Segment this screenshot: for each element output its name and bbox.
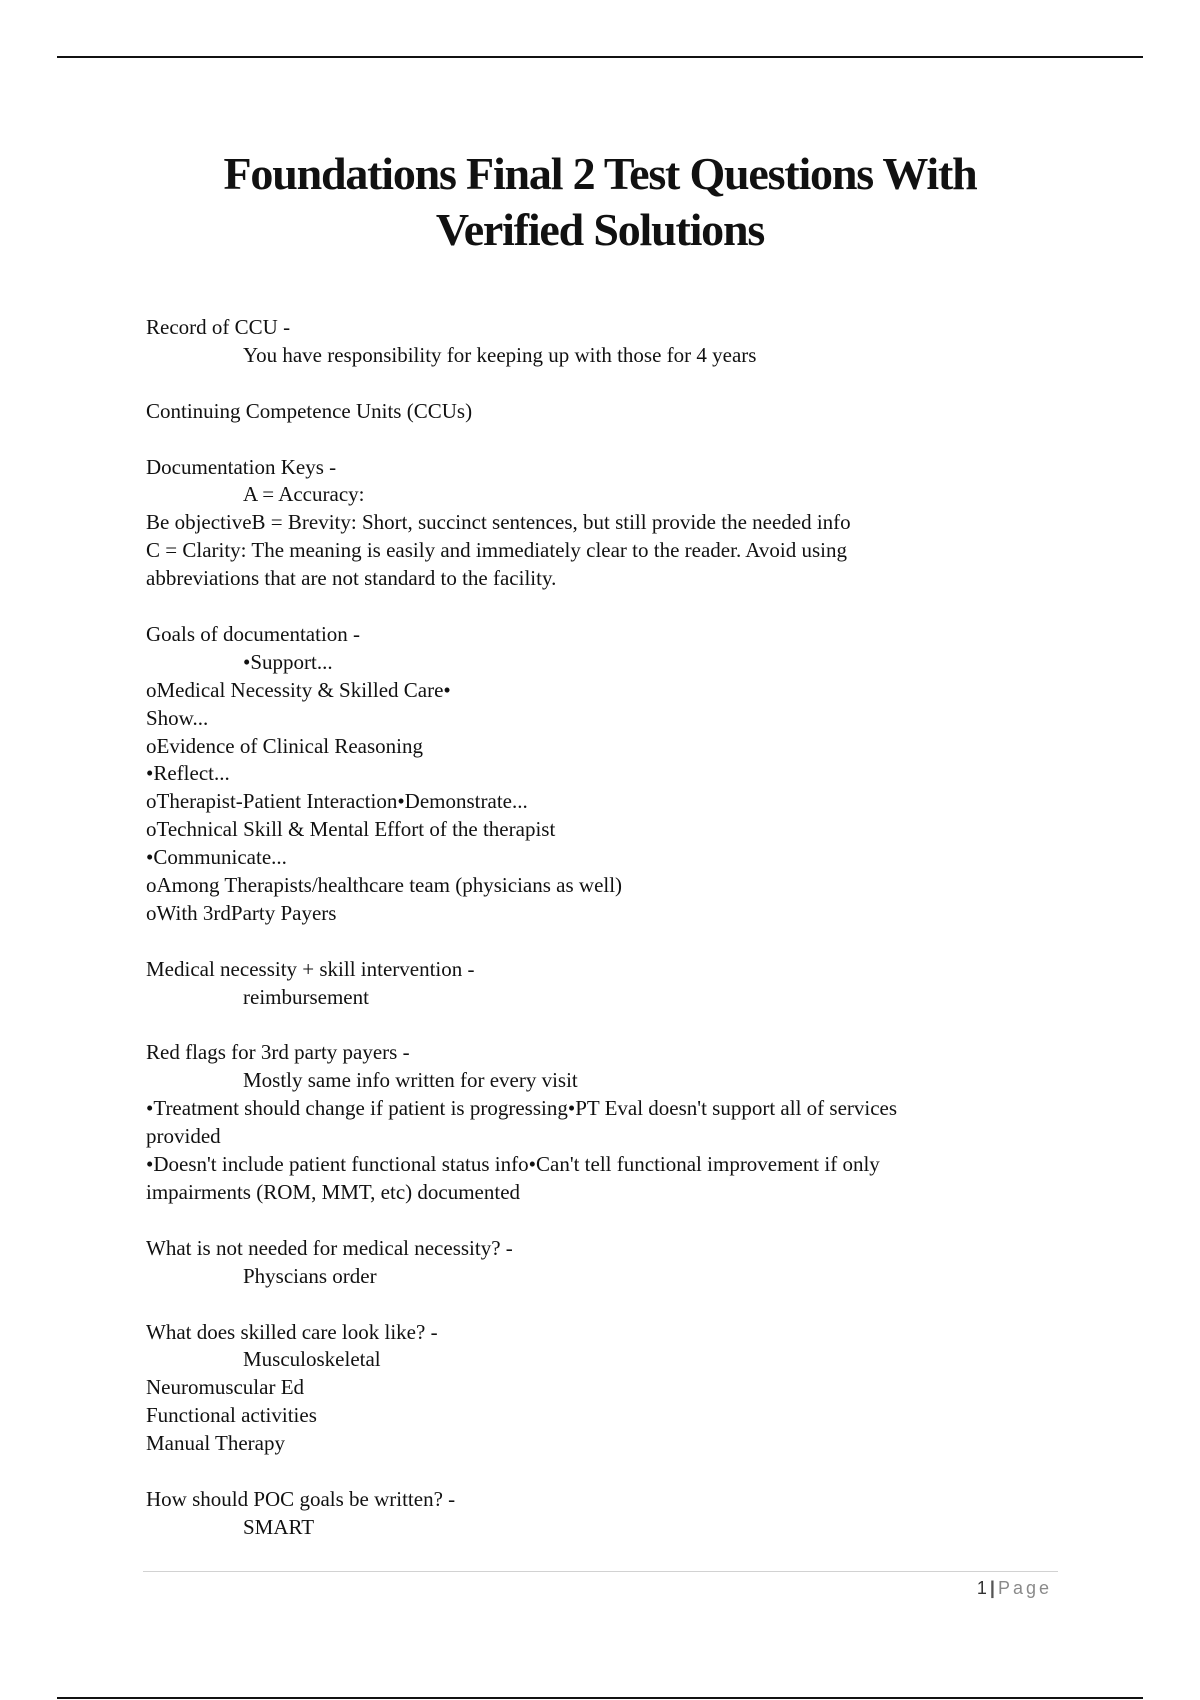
answer-line: Neuromuscular Ed xyxy=(146,1375,305,1400)
answer-line: abbreviations that are not standard to the facility. xyxy=(146,566,557,591)
answer-text: Musculoskeletal xyxy=(243,1347,381,1372)
qa-entry xyxy=(146,1235,1046,1291)
answer-line: Manual Therapy xyxy=(146,1431,285,1456)
answer-line: Show... xyxy=(146,705,209,730)
answer-line: oEvidence of Clinical Reasoning xyxy=(146,733,424,758)
question-text: Documentation Keys - xyxy=(146,454,337,479)
answer-text: •Support... xyxy=(243,649,333,674)
question-text: Red flags for 3rd party payers - xyxy=(146,1040,410,1065)
title-line-2: Verified Solutions xyxy=(435,204,765,255)
qa-list xyxy=(146,314,1046,1570)
qa-entry xyxy=(146,621,1046,928)
question-text: Goals of documentation - xyxy=(146,621,361,646)
answer-line: impairments (ROM, MMT, etc) documented xyxy=(146,1180,521,1205)
answer-line: oTherapist-Patient Interaction•Demonstrate... xyxy=(146,789,528,814)
page-footer xyxy=(977,1578,1052,1599)
page-number: 1 xyxy=(976,1578,987,1598)
answer-line: •Reflect... xyxy=(146,761,230,786)
top-rule xyxy=(57,56,1143,58)
answer-text: You have responsibility for keeping up with those for 4 years xyxy=(243,342,757,367)
question-text: How should POC goals be written? - xyxy=(146,1486,456,1511)
qa-entry xyxy=(146,956,1046,1012)
answer-line: C = Clarity: The meaning is easily and immediately clear to the reader. Avoid using xyxy=(146,538,847,563)
question-text: What is not needed for medical necessity? - xyxy=(146,1235,513,1260)
qa-entry xyxy=(146,1486,1046,1542)
answer-line: oMedical Necessity & Skilled Care• xyxy=(146,677,451,702)
answer-line: oWith 3rdParty Payers xyxy=(146,900,337,925)
answer-line: oAmong Therapists/healthcare team (physicians as well) xyxy=(146,873,623,898)
qa-entry xyxy=(146,398,1046,426)
page-label: Page xyxy=(997,1578,1052,1598)
answer-line: oTechnical Skill & Mental Effort of the therapist xyxy=(146,817,556,842)
question-text: Record of CCU - xyxy=(146,315,291,339)
bottom-rule xyxy=(57,1697,1143,1699)
qa-entry xyxy=(146,1039,1046,1206)
answer-line: •Treatment should change if patient is progressing•PT Eval doesn't support all of services xyxy=(146,1096,898,1121)
page-separator: | xyxy=(989,1578,995,1598)
question-text: Medical necessity + skill intervention - xyxy=(146,956,475,981)
question-text: What does skilled care look like? - xyxy=(146,1319,438,1344)
answer-text: Physcians order xyxy=(243,1263,377,1288)
footer-rule xyxy=(143,1571,1058,1572)
qa-entry xyxy=(146,1319,1046,1459)
qa-entry xyxy=(146,314,1046,370)
answer-line: provided xyxy=(146,1124,221,1149)
answer-line: •Doesn't include patient functional status info•Can't tell functional improvement if only xyxy=(146,1152,880,1177)
qa-entry xyxy=(146,454,1046,594)
answer-line: •Communicate... xyxy=(146,845,287,870)
answer-text: SMART xyxy=(243,1514,315,1539)
answer-text: reimbursement xyxy=(243,984,369,1009)
answer-text: Mostly same info written for every visit xyxy=(243,1068,578,1093)
answer-line: Functional activities xyxy=(146,1403,317,1428)
question-text: Continuing Competence Units (CCUs) xyxy=(146,398,473,423)
answer-line: Be objectiveB = Brevity: Short, succinct sentences, but still provide the needed info xyxy=(146,510,851,535)
document-title xyxy=(100,146,1100,258)
answer-text: A = Accuracy: xyxy=(243,482,365,507)
title-line-1: Foundations Final 2 Test Questions With xyxy=(223,148,977,199)
